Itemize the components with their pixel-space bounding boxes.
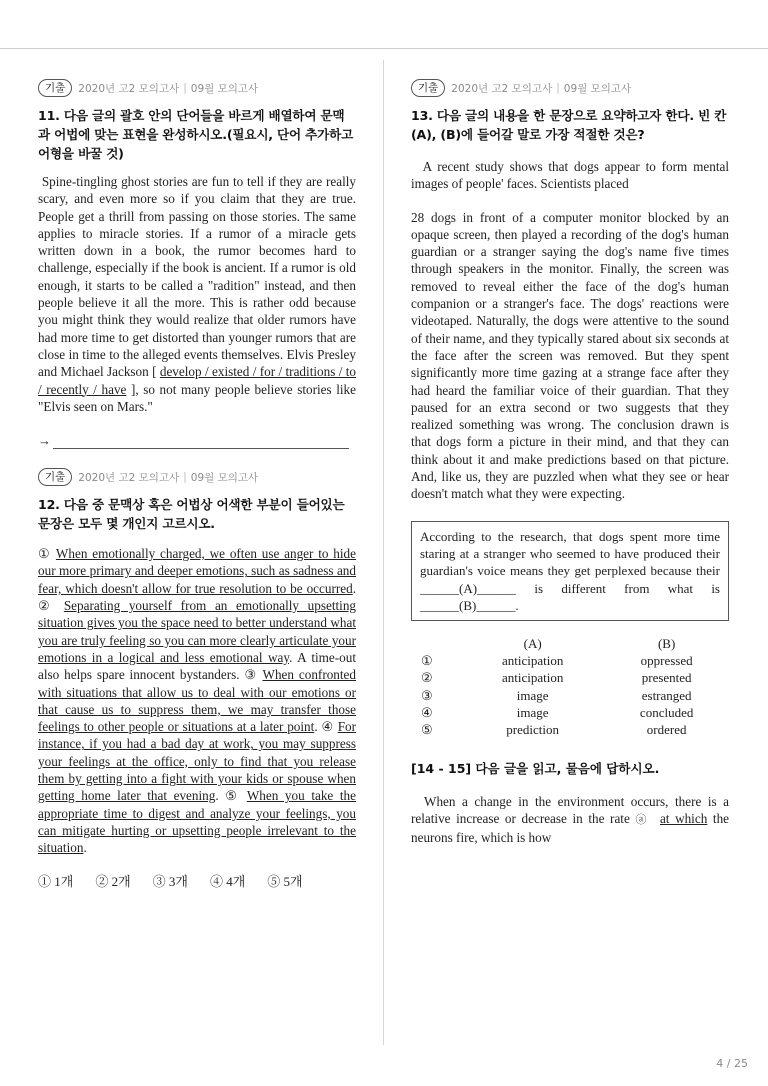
q13-options-header (411, 635, 729, 652)
q13-option-b: presented (641, 670, 692, 686)
q12-mark-3: ③ (244, 667, 258, 683)
q12-source-month: 09월 모의고사 (190, 471, 259, 484)
q13-paragraph-1 (411, 158, 729, 193)
q11-source-year: 2020년 고2 모의고사 (78, 82, 180, 95)
q11-answer-line[interactable] (38, 433, 356, 449)
q13-option-number: ④ (421, 704, 433, 720)
q13-source-year: 2020년 고2 모의고사 (451, 82, 553, 95)
q12-title: 12. 다음 중 문맥상 혹은 어법상 어색한 부분이 들어있는 문장은 모두 몇 개인지 고르시오. (38, 497, 345, 532)
q13-option-row[interactable] (411, 652, 729, 669)
q11-source-separator: | (183, 82, 187, 94)
q12-sentence-3: When confronted with situations that allow us to deal with our emotions or that cause us to suppress them, we may transfer those feelings to other people or situations at a later point (38, 667, 357, 735)
q13-option-row[interactable] (411, 704, 729, 721)
q13-source-month: 09월 모의고사 (563, 82, 632, 95)
q13-option-b: ordered (646, 722, 687, 738)
q12-sentence-1: When emotionally charged, we often use anger to hide our more primary and deeper emotions, such as sadness and fear, which doesn't allow for true resolution to be occurred (38, 546, 356, 596)
q12-choice-5[interactable]: ⑤ 5개 (267, 873, 303, 889)
q12-choices (38, 871, 356, 890)
q13-option-row[interactable] (411, 670, 729, 687)
q14-15-title: [14 - 15] 다음 글을 읽고, 물음에 답하시오. (411, 760, 660, 776)
left-column (38, 78, 356, 890)
q12-source-year: 2020년 고2 모의고사 (78, 471, 180, 484)
q11-passage-before: Spine-tingling ghost stories are fun to tell if they are really scary, and even more so if you claim that they are true. People get a thrill from passing on those stories. The same applies to miracle stories. If a rumor of a miracle gets written down in a book, the rumor becomes hard to challenge, especially if the book is ancient. If a rumor is old enough, it starts to be called a "radition" instead, and then people believe it all the more. This is rather odd because you might think they would realize that older rumors have had more time to get distorted than younger rumors that are close in time to the alleged events themselves. Elvis Presley and Michael Jackson [ (38, 174, 356, 380)
q13-option-b: estranged (641, 687, 692, 703)
q12-between-2-3: . A time-out also helps spare innocent bystanders. (38, 649, 356, 683)
q13-option-a: image (516, 704, 549, 720)
q12-sentence-4: For instance, if you had a bad day at work, you may suppress your feelings at the office, only to find that you release them by getting into a fight with your kids or spouse when getting home later that evening (38, 719, 357, 804)
page-number: 4 / 25 (716, 1057, 748, 1070)
q12-passage: ① When emotionally charged, we often use anger to hide our more primary and deeper emotions, such as sadness and fear, which doesn't allow for true resolution to be occurred. ② Separating yourself from an emotionally upsetting situation gives you the space need to better understand what you are truly feeling so you can more clearly articulate your emotions in a logical and less emotional way. A time-out also helps spare innocent bystanders. ③ When confronted with situations that allow us to deal with our emotions or that cause us to suppress them, we may transfer those feelings to other people or situations at a later point. ④ For instance, if you had a bad day at work, you may suppress your feelings at the office, only to find that you release them by getting into a fight with your kids or spouse when getting home later that evening. ⑤ When you take the appropriate time to digest and analyze your feelings, you can mitigate hurting or upsetting people irrelevant to the situation. (38, 546, 357, 856)
q13-option-a: anticipation (501, 653, 564, 669)
q14-15-passage-before: When a change in the environment occurs, there is a relative increase or decrease in the rate (411, 793, 729, 827)
q11-bracket-words: develop / existed / for / traditions / to / recently / have (38, 364, 356, 397)
q13-option-b: oppressed (640, 653, 693, 669)
q13-option-a: anticipation (501, 670, 564, 686)
q12-tag-badge: 기출 (38, 468, 72, 486)
q13-option-number: ⑤ (421, 722, 433, 738)
q12-mark-4: ④ (321, 719, 334, 735)
q13-header-b: (B) (657, 635, 676, 651)
q12-mark-2: ② (38, 598, 56, 614)
q12-choice-4[interactable]: ④ 4개 (209, 873, 246, 889)
q13-option-a: image (516, 687, 549, 703)
q12-choice-1[interactable]: ① 1개 (38, 873, 74, 889)
q12-choice-3[interactable]: ③ 3개 (152, 873, 188, 889)
q13-option-b: concluded (639, 704, 694, 720)
answer-arrow-icon: → (38, 433, 51, 449)
q12-choice-2[interactable]: ② 2개 (95, 873, 131, 889)
q11-passage (38, 173, 356, 415)
right-column (411, 78, 729, 846)
q11-title: 11. 다음 글의 괄호 안의 단어들을 바르게 배열하여 문맥과 어법에 맞는 표현을 완성하시오.(필요시, 단어 추가하고 어형을 바꿀 것) (38, 108, 354, 161)
q13-option-number: ① (421, 653, 433, 669)
q14-15-passage-after: the neurons fire, which is how (411, 811, 730, 845)
q14-15-underlined: at which (659, 811, 708, 827)
q13-source-separator: | (556, 82, 560, 94)
q13-header-a: (A) (523, 635, 542, 651)
q11-source-month: 09월 모의고사 (190, 82, 259, 95)
q13-title: 13. 다음 글의 내용을 한 문장으로 요약하고자 한다. 빈 칸 (A), (B)에 들어갈 말로 가장 적절한 것은? (411, 108, 727, 142)
q13-paragraph-1-text: A recent study shows that dogs appear to form mental images of people' faces. Scientists placed (411, 159, 729, 192)
q13-paragraph-2: 28 dogs in front of a computer monitor blocked by an opaque screen, then played a recording of the dog's human guardian or a stranger saying the dog's name five times through speakers in the monitor. Finally, the screen was removed to reveal either the face of the dog's human companion or a stranger's face. The dogs' reactions were videotaped. Naturally, the dogs were attentive to the sound of their name, and they typically stared about six seconds at the face after the screen was removed. But they spent significantly more time gazing at a strange face after they had heard the familiar voice of their guardian. That they paused for an extra second or two suggests that they realized something was wrong. The conclusion drawn is that dogs form a picture in their mind, and that they can think about it and make predictions based on that picture. And, like us, they are puzzled when what they see or hear doesn't match what they were expecting. (411, 209, 729, 502)
q13-options-table (411, 635, 729, 739)
q13-option-row[interactable] (411, 722, 729, 739)
q12-source-row (38, 467, 356, 487)
q11-source-row (38, 78, 356, 98)
header-rule (0, 48, 768, 49)
q14-15-passage (411, 793, 729, 846)
q12-source-separator: | (183, 471, 187, 484)
q12-sentence-2: Separating yourself from an emotionally upsetting situation gives you the space need to better understand what you are truly feeling so you can more clearly articulate your emotions in a logical and less emotional way (38, 598, 357, 665)
q13-source-row (411, 78, 729, 98)
q14-15-mark-a: ⓐ (635, 813, 649, 827)
q12-sentence-5: When you take the appropriate time to digest and analyze your feelings, you can mitigate hurting or upsetting people irrelevant to the situation (38, 788, 357, 856)
q12-mark-1: ① (38, 546, 52, 562)
q13-tag-badge: 기출 (411, 79, 445, 97)
q11-answer-blank[interactable] (53, 438, 349, 449)
q13-option-number: ③ (421, 687, 433, 703)
q13-summary-box: According to the research, that dogs spent more time staring at a stranger who seemed to have produced their guardian's voice means they get perplexed because their ______(A)______ is different from what is ______(B)______. (411, 521, 729, 621)
q13-option-row[interactable] (411, 687, 729, 704)
q13-option-number: ② (421, 670, 433, 686)
q11-passage-after: ], so not many people believe stories like "Elvis seen on Mars." (38, 381, 356, 414)
column-divider (383, 60, 384, 1045)
q12-mark-5: ⑤ (225, 788, 241, 804)
q13-option-a: prediction (506, 722, 559, 738)
q11-tag-badge: 기출 (38, 79, 72, 97)
